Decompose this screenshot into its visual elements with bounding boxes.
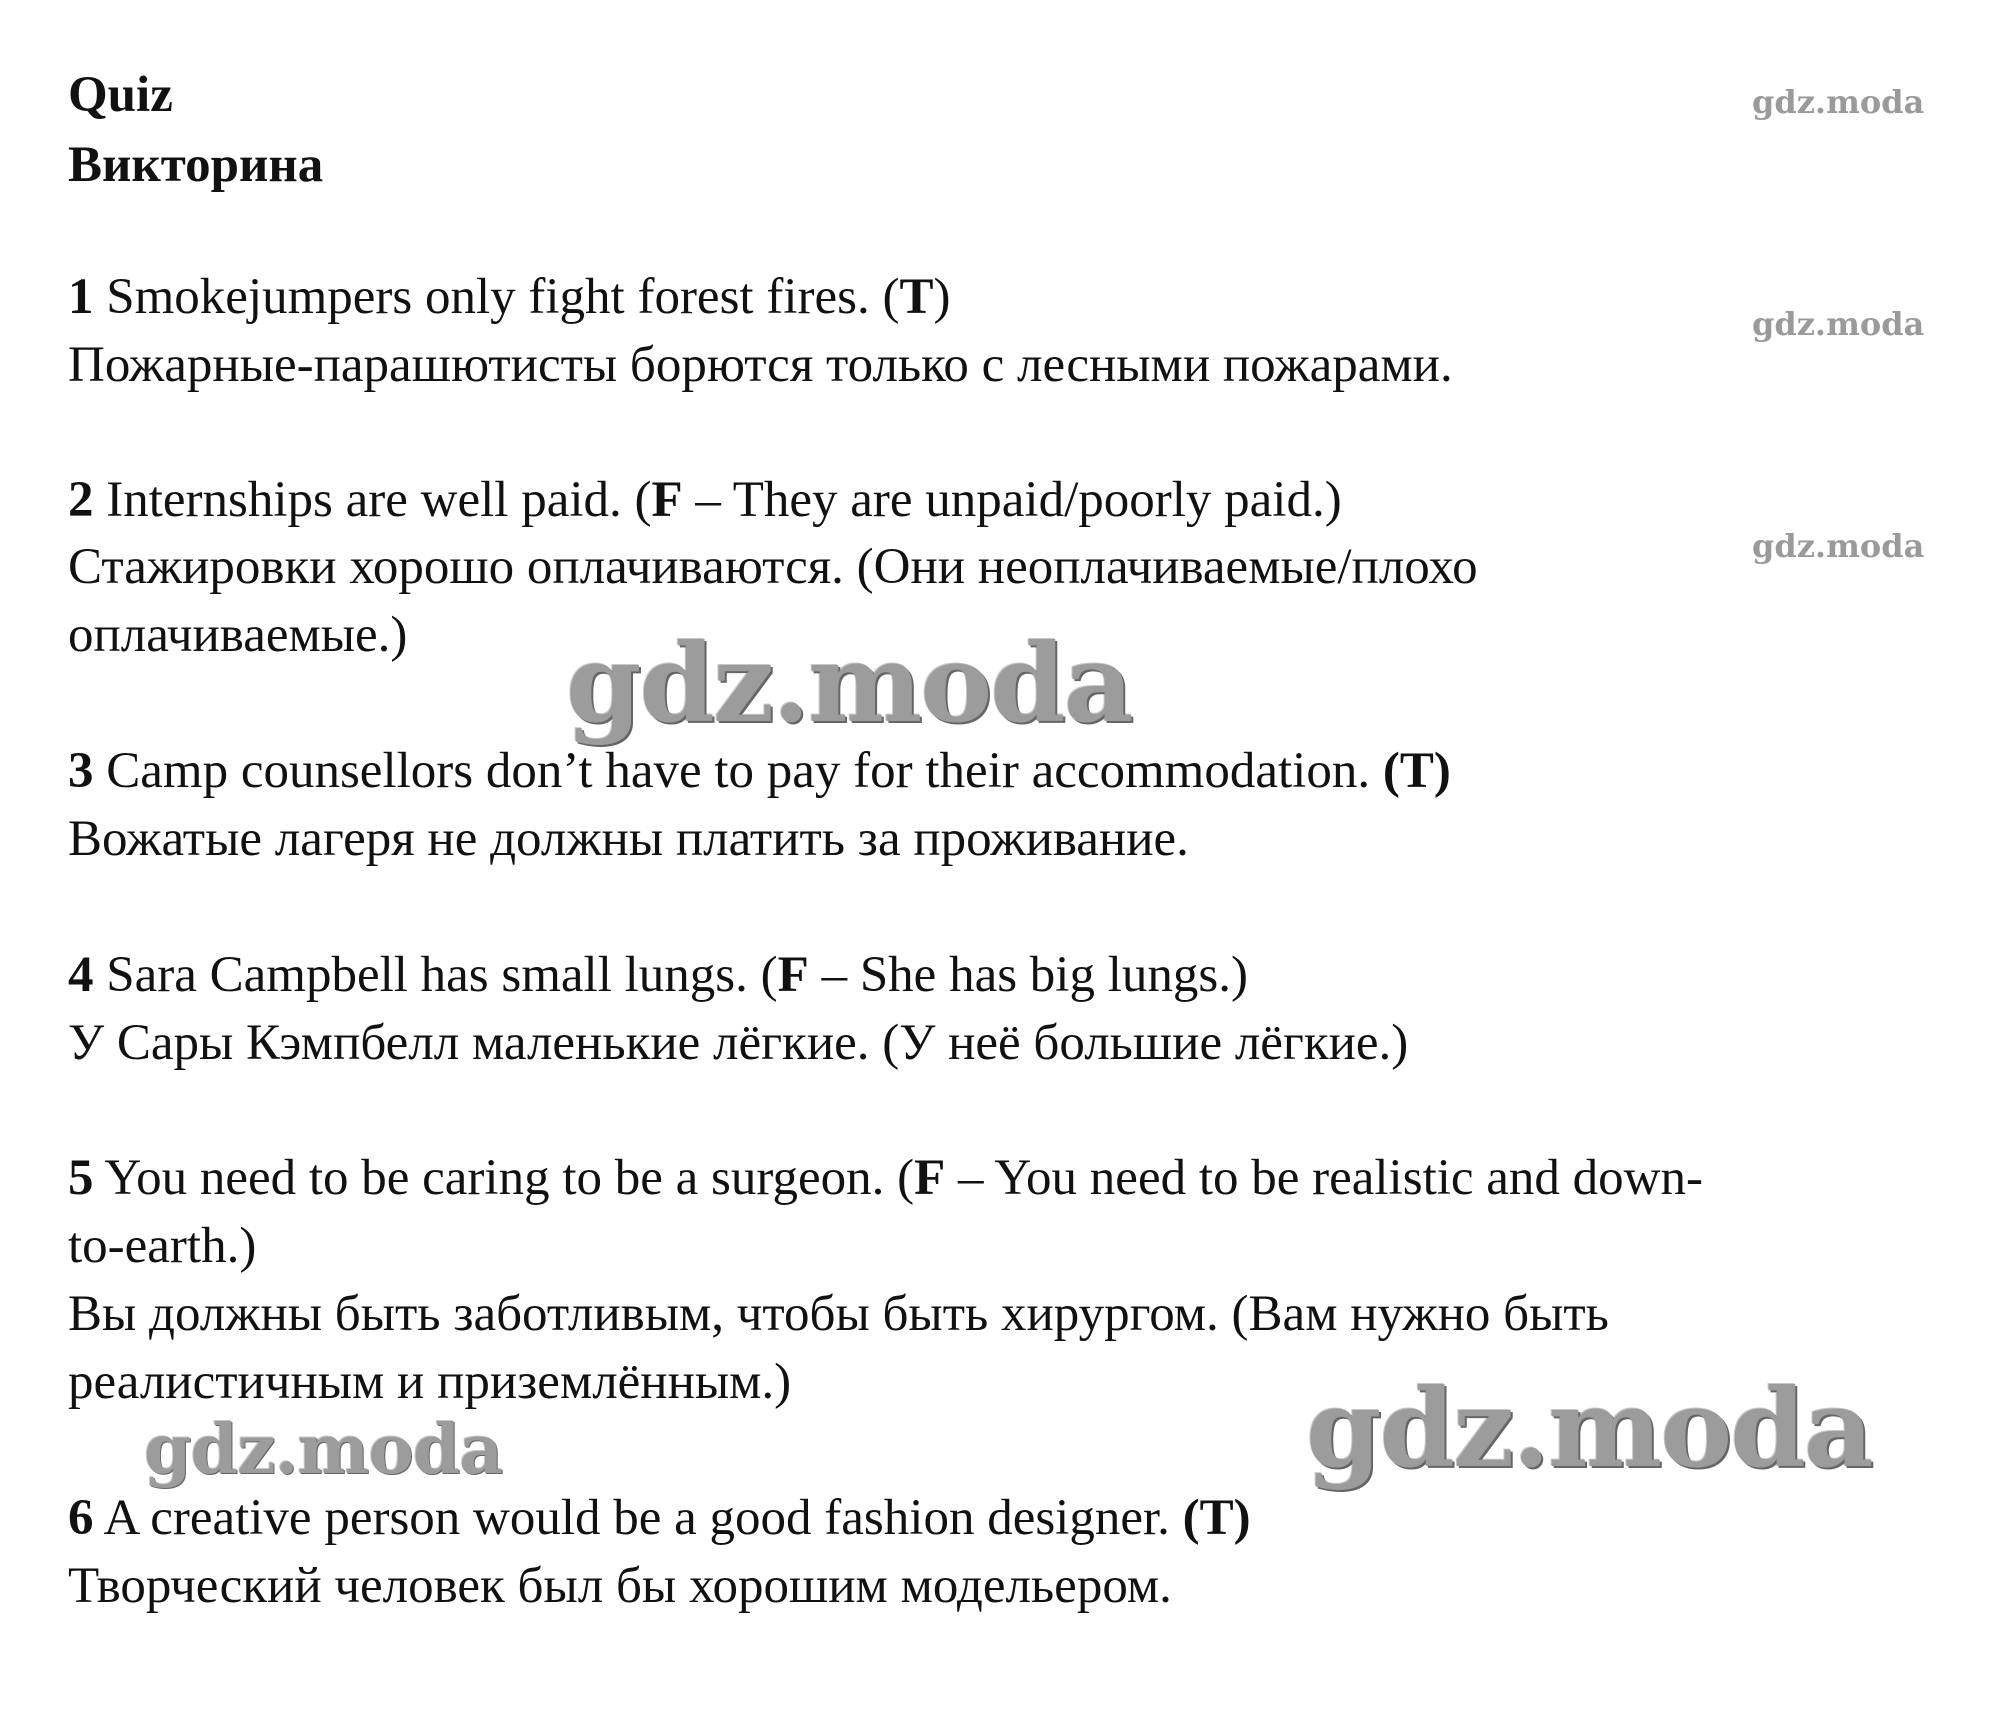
answer-open: ( <box>897 1150 915 1206</box>
answer-rest: – They are unpaid/poorly paid.) <box>682 472 1342 528</box>
item-number: 3 <box>68 743 94 799</box>
title-russian: Викторина <box>68 137 324 193</box>
answer-rest: ) <box>1233 1490 1251 1546</box>
quiz-item-3-translation: Вожатые лагеря не должны платить за проживание. <box>68 811 1189 867</box>
quiz-item-2-translation-line-2: оплачиваемые.) <box>68 607 408 663</box>
watermark: gdz.moda <box>144 1410 503 1490</box>
item-number: 5 <box>68 1150 94 1206</box>
statement-text: Internships are well paid. <box>106 472 622 528</box>
quiz-item-1-translation: Пожарные-парашютисты борются только с лесными пожарами. <box>68 337 1453 393</box>
quiz-item-3-statement <box>68 743 1451 799</box>
quiz-item-6-statement <box>68 1490 1251 1546</box>
answer-rest: ) <box>1433 743 1451 799</box>
watermark: gdz.moda <box>1752 83 1925 121</box>
watermark: gdz.moda <box>1752 527 1925 565</box>
item-number: 2 <box>68 472 94 528</box>
quiz-item-6-translation: Творческий человек был бы хорошим модельером. <box>68 1558 1172 1614</box>
statement-text: Sara Campbell has small lungs. <box>106 947 748 1003</box>
answer-open: ( <box>634 472 652 528</box>
item-number: 4 <box>68 947 94 1003</box>
answer-open: ( <box>1382 743 1400 799</box>
quiz-item-5-statement-line-2: to-earth.) <box>68 1218 257 1274</box>
answer-open: ( <box>1182 1490 1200 1546</box>
answer-letter: T <box>1399 743 1434 799</box>
watermark: gdz.moda <box>1306 1366 1872 1492</box>
answer-rest: – You need to be realistic and down- <box>945 1150 1703 1206</box>
statement-text: A creative person would be a good fashion designer. <box>103 1490 1170 1546</box>
statement-text: You need to be caring to be a surgeon. <box>104 1150 885 1206</box>
answer-letter: F <box>914 1150 946 1206</box>
answer-open: ( <box>882 269 900 325</box>
watermark: gdz.moda <box>566 621 1132 747</box>
answer-letter: T <box>899 269 934 325</box>
quiz-item-4-translation: У Сары Кэмпбелл маленькие лёгкие. (У неё большие лёгкие.) <box>68 1015 1409 1071</box>
quiz-item-5-translation-line-1: Вы должны быть заботливым, чтобы быть хирургом. (Вам нужно быть <box>68 1286 1609 1342</box>
answer-letter: F <box>777 947 809 1003</box>
answer-rest: ) <box>933 269 951 325</box>
title-english: Quiz <box>68 67 173 123</box>
item-number: 6 <box>68 1490 94 1546</box>
watermark: gdz.moda <box>1752 305 1925 343</box>
statement-text: Smokejumpers only fight forest fires. <box>106 269 870 325</box>
item-number: 1 <box>68 269 94 325</box>
quiz-item-5-translation-line-2: реалистичным и приземлённым.) <box>68 1354 792 1410</box>
quiz-item-2-translation-line-1: Стажировки хорошо оплачиваются. (Они неоплачиваемые/плохо <box>68 539 1478 595</box>
quiz-item-1-statement <box>68 269 951 325</box>
quiz-item-4-statement <box>68 947 1248 1003</box>
answer-letter: T <box>1199 1490 1234 1546</box>
answer-letter: F <box>651 472 683 528</box>
answer-rest: – She has big lungs.) <box>808 947 1248 1003</box>
statement-text: Camp counsellors don’t have to pay for their accommodation. <box>106 743 1371 799</box>
quiz-item-2-statement <box>68 472 1342 528</box>
quiz-item-5-statement <box>68 1150 1703 1206</box>
answer-open: ( <box>760 947 778 1003</box>
